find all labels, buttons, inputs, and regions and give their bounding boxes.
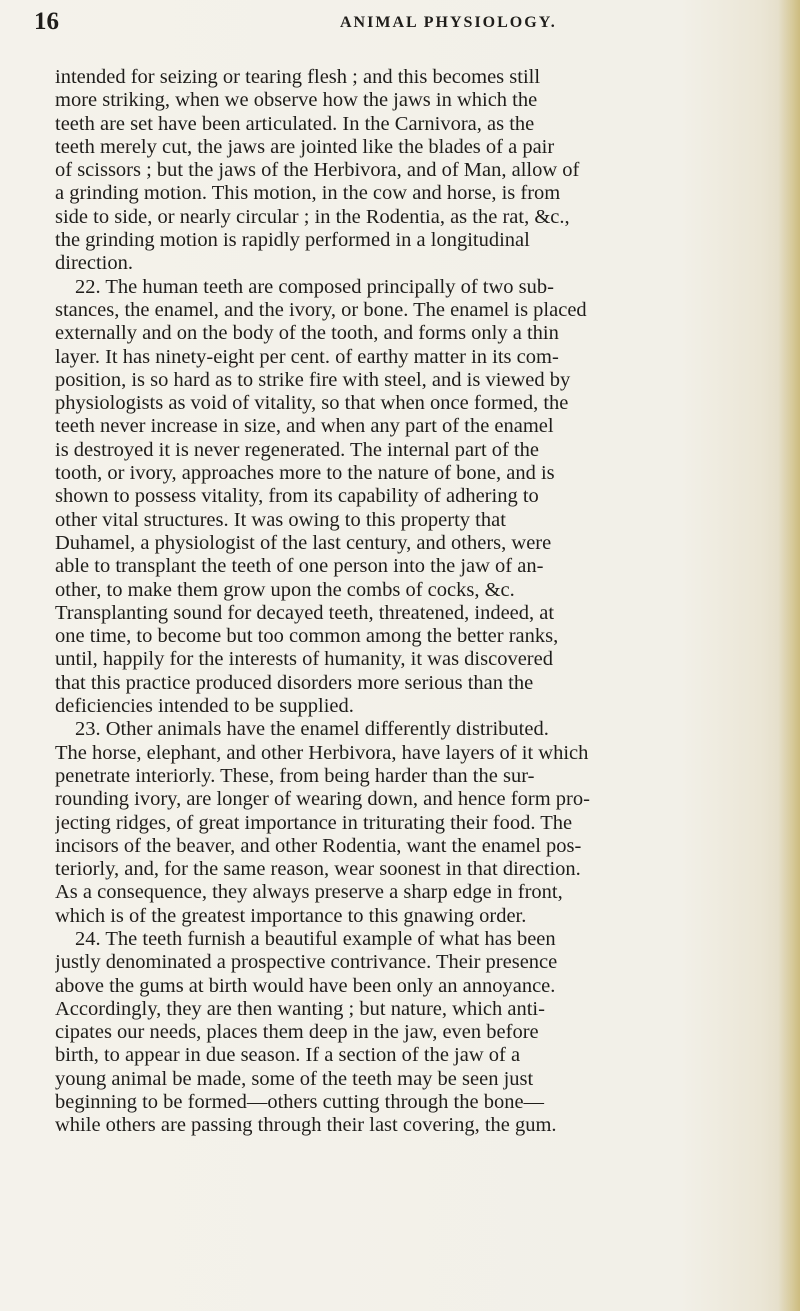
text-line: externally and on the body of the tooth, and forms only a thin <box>55 322 559 345</box>
text-line: while others are passing through their last covering, the gum. <box>55 1114 557 1137</box>
text-line: stances, the enamel, and the ivory, or bone. The enamel is placed <box>55 298 587 321</box>
text-line: teeth merely cut, the jaws are jointed like the blades of a pair <box>55 135 555 158</box>
text-line: jecting ridges, of great importance in triturating their food. The <box>55 811 573 834</box>
running-head: ANIMAL PHYSIOLOGY. <box>340 14 557 31</box>
text-line: As a consequence, they always preserve a sharp edge in front, <box>55 881 563 904</box>
text-line: teeth never increase in size, and when any part of the enamel <box>55 415 554 438</box>
text-line: teeth are set have been articulated. In the Carnivora, as the <box>55 112 535 135</box>
text-line: that this practice produced disorders more serious than the <box>55 671 534 694</box>
text-line: above the gums at birth would have been only an annoyance. <box>55 974 556 997</box>
text-line: side to side, or nearly circular ; in the Rodentia, as the rat, &c., <box>55 205 570 228</box>
text-line: more striking, when we observe how the jaws in which the <box>55 89 538 112</box>
page-edge-shadow <box>778 0 800 1311</box>
text-line: the grinding motion is rapidly performed in a longitudinal <box>55 229 530 252</box>
text-line: birth, to appear in due season. If a section of the jaw of a <box>55 1044 521 1067</box>
text-line: Accordingly, they are then wanting ; but nature, which anti- <box>55 997 545 1020</box>
text-line: teriorly, and, for the same reason, wear soonest in that direction. <box>55 858 581 881</box>
text-line: other vital structures. It was owing to this property that <box>55 508 506 531</box>
text-line: layer. It has ninety-eight per cent. of earthy matter in its com- <box>55 345 559 368</box>
text-line: rounding ivory, are longer of wearing down, and hence form pro- <box>55 788 590 811</box>
text-line: penetrate interiorly. These, from being harder than the sur- <box>55 764 535 787</box>
text-line: shown to possess vitality, from its capability of adhering to <box>55 485 539 508</box>
text-line: intended for seizing or tearing flesh ; and this becomes still <box>55 66 541 88</box>
page-number: 16 <box>34 8 59 35</box>
text-line: is destroyed it is never regenerated. The internal part of the <box>55 438 540 461</box>
text-line: young animal be made, some of the teeth may be seen just <box>55 1067 534 1090</box>
page-header <box>34 8 764 38</box>
text-line: beginning to be formed—others cutting through the bone— <box>55 1091 545 1114</box>
text-line: until, happily for the interests of humanity, it was discovered <box>55 648 553 671</box>
text-line: 23. Other animals have the enamel differently distributed. <box>75 718 549 741</box>
text-line: 24. The teeth furnish a beautiful example of what has been <box>75 927 556 950</box>
text-line: 22. The human teeth are composed principally of two sub- <box>75 275 554 298</box>
text-line: tooth, or ivory, approaches more to the nature of bone, and is <box>55 462 555 485</box>
text-line: physiologists as void of vitality, so that when once formed, the <box>55 392 569 415</box>
text-line: cipates our needs, places them deep in the jaw, even before <box>55 1021 539 1044</box>
text-line: direction. <box>55 252 133 275</box>
text-line: one time, to become but too common among the better ranks, <box>55 625 559 648</box>
text-line: which is of the greatest importance to this gnawing order. <box>55 904 527 927</box>
text-line: justly denominated a prospective contrivance. Their presence <box>55 951 558 974</box>
text-line: able to transplant the teeth of one person into the jaw of an- <box>55 555 544 578</box>
text-line: of scissors ; but the jaws of the Herbivora, and of Man, allow of <box>55 159 580 182</box>
text-line: Transplanting sound for decayed teeth, threatened, indeed, at <box>55 601 555 624</box>
text-line: Duhamel, a physiologist of the last century, and others, were <box>55 531 552 554</box>
text-line: The horse, elephant, and other Herbivora, have layers of it which <box>55 741 589 764</box>
body-text <box>55 66 770 1138</box>
text-line: position, is so hard as to strike fire with steel, and is viewed by <box>55 368 571 391</box>
text-line: incisors of the beaver, and other Rodentia, want the enamel pos- <box>55 834 582 857</box>
text-line: other, to make them grow upon the combs of cocks, &c. <box>55 578 515 601</box>
text-line: deficiencies intended to be supplied. <box>55 695 354 718</box>
text-line: a grinding motion. This motion, in the cow and horse, is from <box>55 182 561 205</box>
